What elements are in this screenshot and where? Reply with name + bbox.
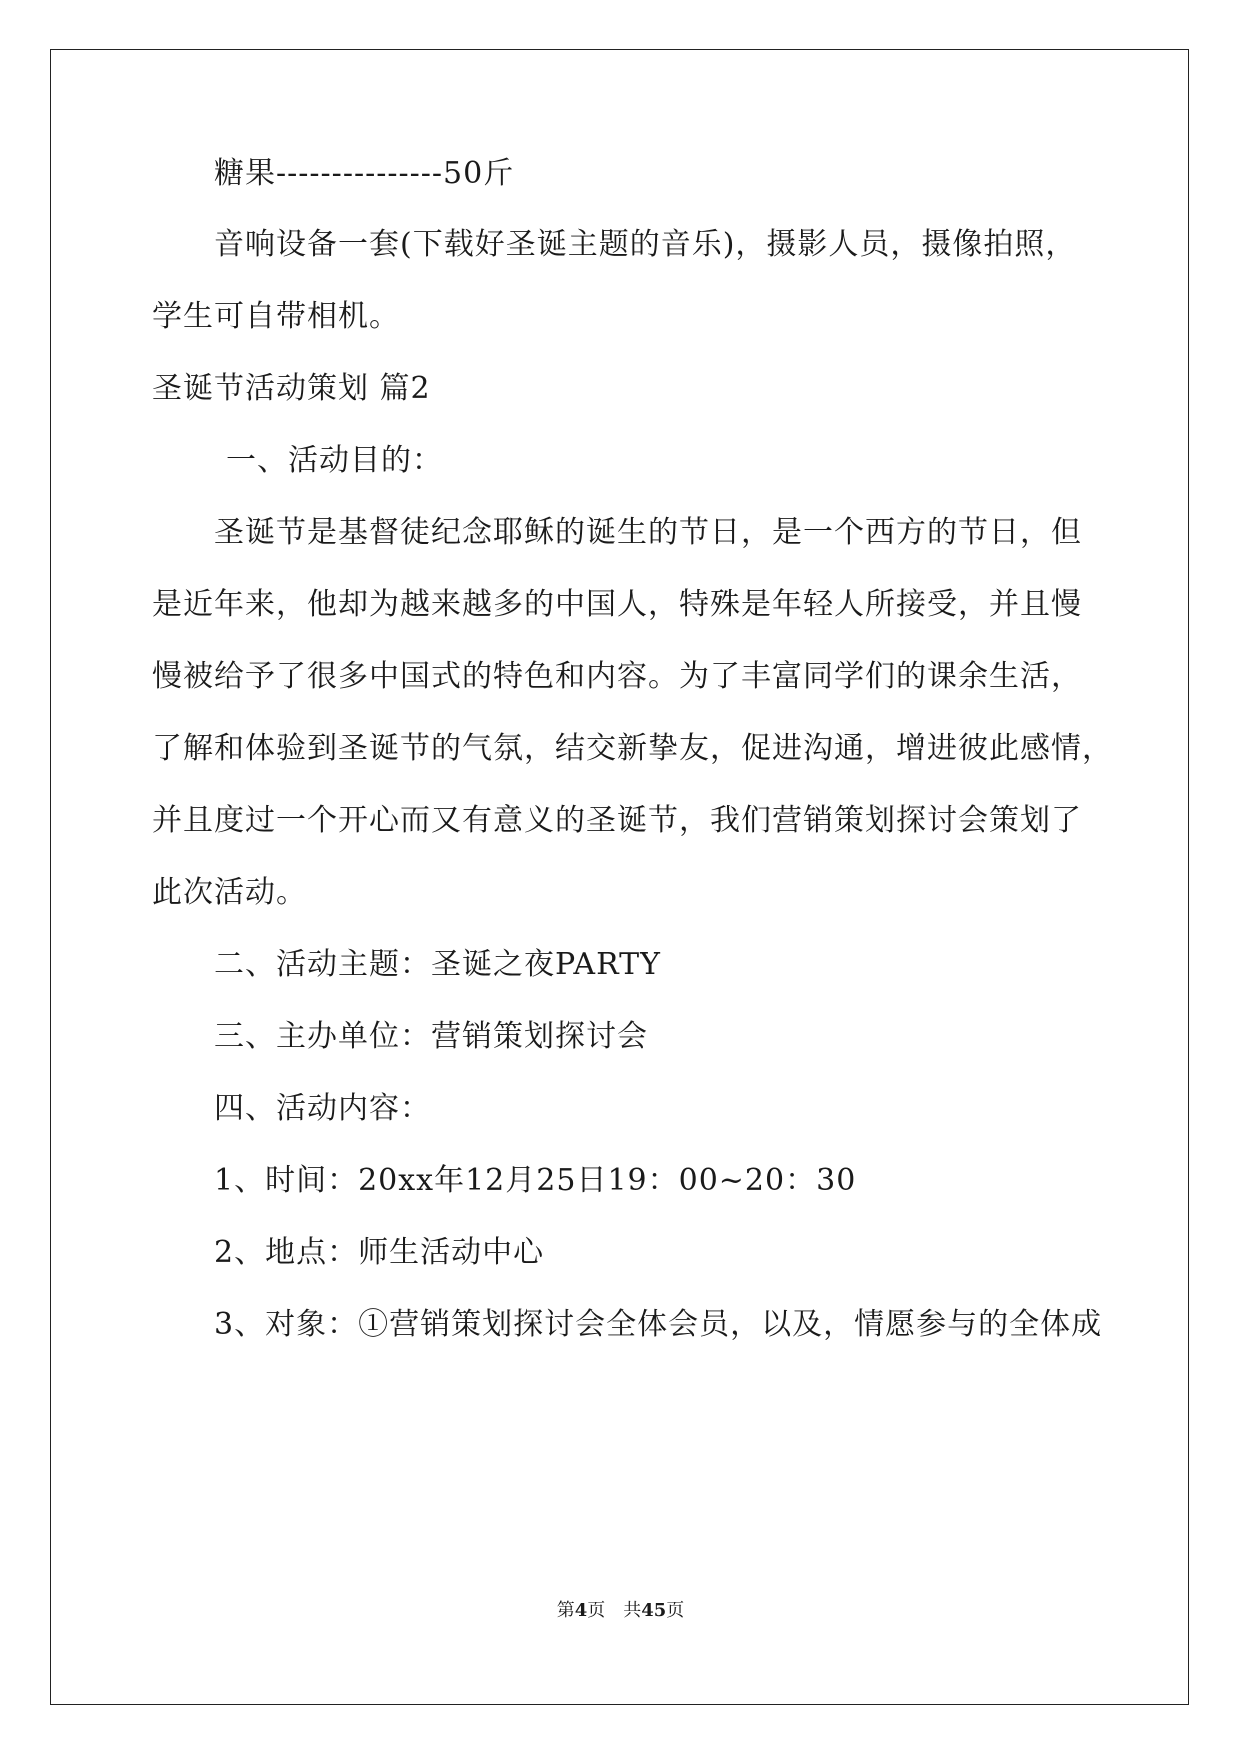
footer-suffix: 页 [666,1600,685,1621]
section-heading: 圣诞节活动策划 篇2 [152,371,431,406]
item-location: 2、地点：师生活动中心 [214,1235,545,1270]
text-line-candy: 糖果---------------50斤 [214,156,515,191]
total-pages-number: 45 [641,1600,667,1621]
paragraph-line-2: 是近年来，他却为越来越多的中国人，特殊是年轻人所接受，并且慢 [152,587,1082,622]
item-time: 1、时间：20xx年12月25日19：00~20：30 [214,1163,857,1198]
heading-organizer: 三、主办单位：营销策划探讨会 [214,1019,648,1054]
paragraph-line-5: 并且度过一个开心而又有意义的圣诞节，我们营销策划探讨会策划了 [152,803,1082,838]
footer-prefix: 第 [556,1600,575,1621]
paragraph-line-3: 慢被给予了很多中国式的特色和内容。为了丰富同学们的课余生活， [152,659,1082,694]
heading-content: 四、活动内容： [214,1091,431,1126]
paragraph-line-6: 此次活动。 [152,875,307,910]
item-audience: 3、对象：①营销策划探讨会全体会员，以及，情愿参与的全体成 [214,1307,1103,1342]
heading-theme: 二、活动主题：圣诞之夜PARTY [214,947,661,982]
page-footer [0,1599,1241,1623]
paragraph-line-4: 了解和体验到圣诞节的气氛，结交新挚友，促进沟通，增进彼此感情， [152,731,1113,766]
current-page-number: 4 [574,1600,588,1621]
paragraph-line-1: 圣诞节是基督徒纪念耶稣的诞生的节日，是一个西方的节日，但 [214,515,1082,550]
text-line-equipment: 音响设备一套(下载好圣诞主题的音乐)，摄影人员，摄像拍照， [214,227,1077,262]
text-line-camera: 学生可自带相机。 [152,299,400,334]
heading-purpose: 一、活动目的： [226,443,443,478]
footer-middle: 页 共 [587,1600,642,1621]
